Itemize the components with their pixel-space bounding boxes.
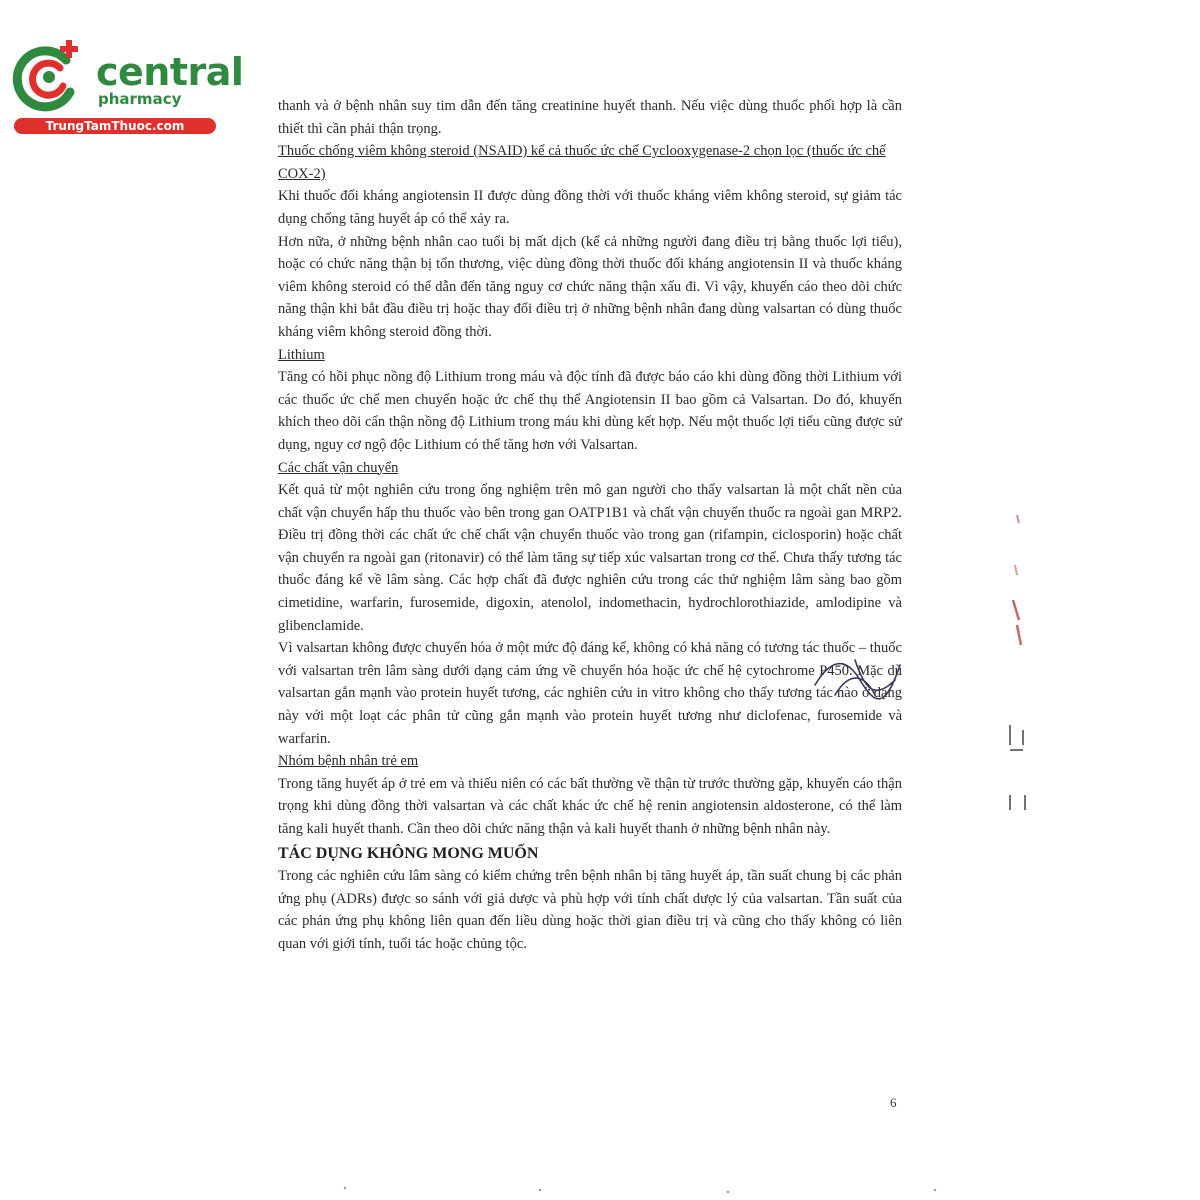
adverse-effects-paragraph: Trong các nghiên cứu lâm sàng có kiểm chứng trên bệnh nhân bị tăng huyết áp, tần suất chung bị các phản ứng phụ (ADRs) được so sánh với giả dược và phù hợp với tính chất dược lý của valsartan. Tần suất của các phản ứng phụ không liên quan đến liều dùng hoặc thời gian điều trị và cũng cho thấy không có liên quan với giới tính, tuổi tác hoặc chủng tộc.: [278, 868, 902, 952]
nsaid-paragraph-2: Hơn nữa, ở những bệnh nhân cao tuổi bị mất dịch (kể cả những người đang điều trị bằng thuốc lợi tiểu), hoặc có chức năng thận bị tổn thương, việc dùng đồng thời thuốc đối kháng angiotensin II và thuốc kháng viêm không steroid có thể dẫn đến tăng nguy cơ chức năng thận xấu đi. Vì vậy, khuyến cáo theo dõi chức năng thận khi bắt đầu điều trị hoặc thay đổi điều trị ở những bệnh nhân đang dùng valsartan có dùng thuốc kháng viêm không steroid đồng thời.: [278, 233, 902, 340]
transporters-paragraph: Kết quả từ một nghiên cứu trong ống nghiệm trên mô gan người cho thấy valsartan là một chất nền của chất vận chuyển hấp thu thuốc vào bên trong gan OATP1B1 và chất vận chuyển thuốc ra ngoài gan MRP2. Điều trị đồng thời các chất ức chế chất vận chuyển thuốc vào trong gan (rifampin, ciclosporin) hoặc chất vận chuyển ra ngoài gan (ritonavir) có thể làm tăng sự tiếp xúc valsartan trong cơ thể. Chưa thấy tương tác thuốc đáng kể về lâm sàng. Các hợp chất đã được nghiên cứu trong các thử nghiệm lâm sàng bao gồm cimetidine, warfarin, furosemide, digoxin, atenolol, indomethacin, hydrochlorothiazide, amlodipine và glibenclamide.: [278, 482, 902, 634]
scan-specks-icon: [0, 1170, 1200, 1200]
nsaid-paragraph-1: Khi thuốc đối kháng angiotensin II được dùng đồng thời với thuốc kháng viêm không steroid, sự giảm tác dụng chống tăng huyết áp có thể xảy ra.: [278, 188, 902, 227]
intro-paragraph: thanh và ở bệnh nhân suy tim dẫn đến tăng creatinine huyết thanh. Nếu việc dùng thuốc phối hợp là cần thiết thì cần phải thận trọng.: [278, 98, 902, 137]
central-pharmacy-logo-icon: [8, 38, 88, 118]
signature-icon: [805, 640, 915, 720]
cytochrome-paragraph: Vì valsartan không được chuyển hóa ở một mức độ đáng kể, không có khả năng có tương tác thuốc – thuốc với valsartan trên lâm sàng dưới dạng cảm ứng về chuyển hóa hoặc ức chế hệ cytochrome P450. Mặc dù valsartan gắn mạnh vào protein huyết tương, các nghiên cứu in vitro không cho thấy tương tác nào ở dạng này với một loạt các phân tử cũng gắn mạnh vào protein huyết tương như diclofenac, furosemide và warfarin.: [278, 640, 902, 747]
pharmacy-logo[interactable]: [8, 38, 244, 138]
brand-name: central: [96, 50, 244, 94]
pediatric-heading: Nhóm bệnh nhân trẻ em: [278, 753, 419, 770]
page-edge-marks-icon: [995, 495, 1035, 825]
lithium-paragraph: Tăng có hồi phục nồng độ Lithium trong máu và độc tính đã được báo cáo khi dùng đồng thời Lithium với các thuốc ức chế men chuyển hoặc ức chế thụ thể Angiotensin II bao gồm cả Valsartan. Do đó, khuyến khích theo dõi cẩn thận nồng độ Lithium trong máu khi dùng kết hợp. Nếu một thuốc lợi tiểu cũng được sử dụng, nguy cơ ngộ độc Lithium có thể tăng hơn với Valsartan.: [278, 369, 902, 453]
transporters-heading: Các chất vận chuyển: [278, 459, 399, 476]
pediatric-paragraph: Trong tăng huyết áp ở trẻ em và thiếu niên có các bất thường về thận từ trước thường gặp, khuyến cáo thận trọng khi dùng đồng thời valsartan và các chất khác ức chế hệ renin angiotensin aldosterone, có thể làm tăng kali huyết thanh. Cần theo dõi chức năng thận và kali huyết thanh ở những bệnh nhân này.: [278, 775, 902, 837]
brand-url-link[interactable]: TrungTamThuoc.com: [14, 118, 216, 134]
lithium-heading: Lithium: [278, 346, 325, 363]
adverse-effects-title: TÁC DỤNG KHÔNG MONG MUỐN: [278, 844, 539, 862]
page-number: 6: [890, 1095, 897, 1110]
nsaid-heading: Thuốc chống viêm không steroid (NSAID) kể cả thuốc ức chế Cyclooxygenase-2 chọn lọc (thuốc ức chế COX-2): [278, 143, 886, 182]
document-page: [278, 95, 902, 956]
brand-subtitle: pharmacy: [98, 90, 182, 108]
